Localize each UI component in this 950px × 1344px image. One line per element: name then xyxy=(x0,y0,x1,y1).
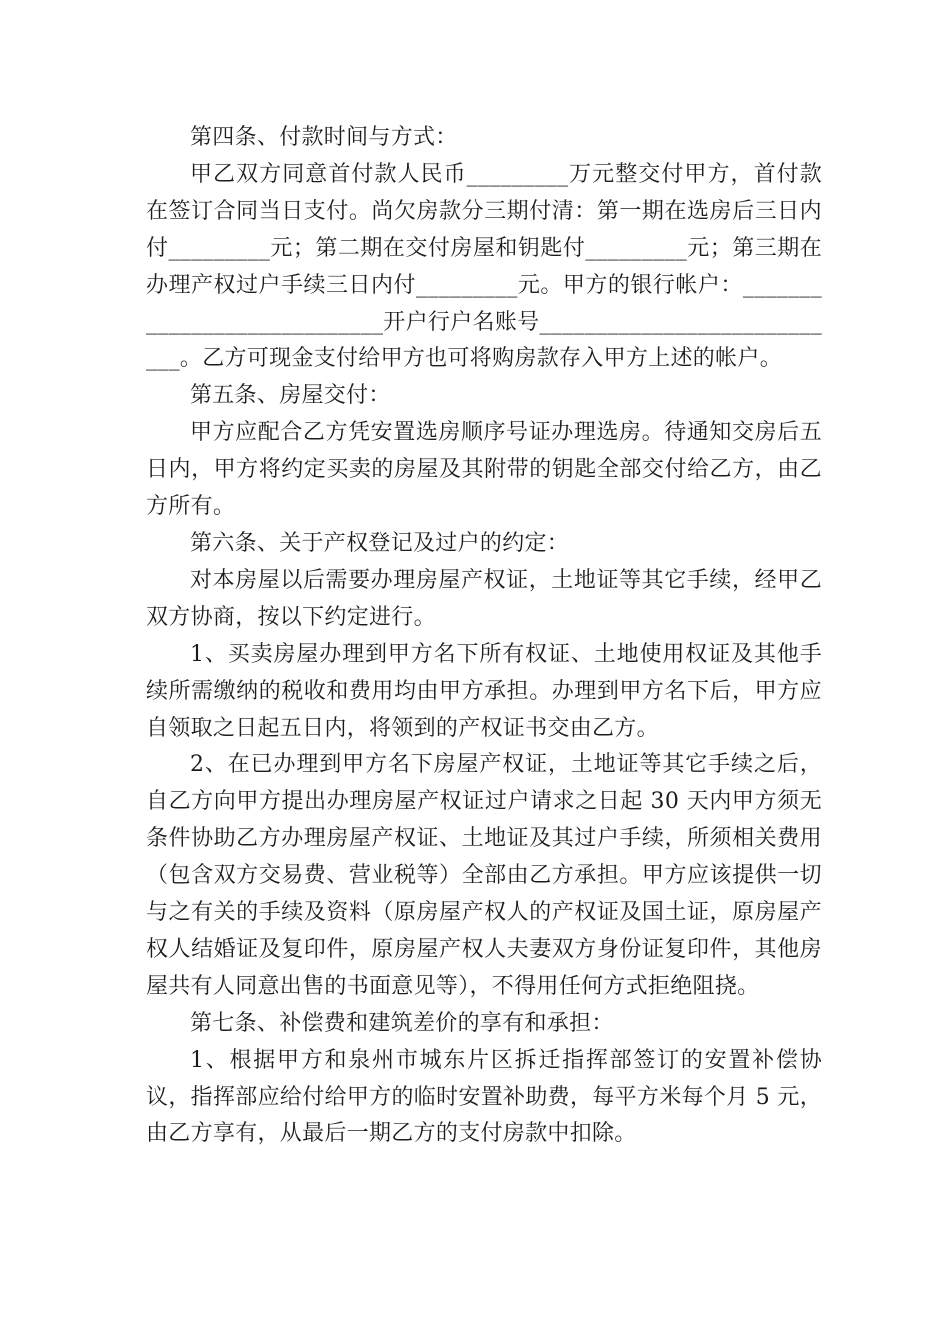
paragraph-house-delivery: 甲方应配合乙方凭安置选房顺序号证办理选房。待通知交房后五日内，甲方将约定买卖的房屋及其附带的钥匙全部交付给乙方，由乙方所有。 xyxy=(146,420,822,520)
paragraph-registration-item-2: 2、在已办理到甲方名下房屋产权证，土地证等其它手续之后，自乙方向甲方提出办理房屋产权证过户请求之日起 30 天内甲方须无条件协助乙方办理房屋产权证、土地证及其过户手续，所须相关费用（包含双方交易费、营业税等）全部由乙方承担。甲方应该提供一切与之有关的手续及资料（原房屋产权人的产权证及国土证，原房屋产权人结婚证及复印件，原房屋产权人夫妻双方身份证复印件，其他房屋共有人同意出售的书面意见等），不得用任何方式拒绝阻挠。 xyxy=(146,752,822,999)
section-heading-article-5: 第五条、房屋交付： xyxy=(190,383,391,409)
paragraph-registration-item-1: 1、买卖房屋办理到甲方名下所有权证、土地使用权证及其他手续所需缴纳的税收和费用均由甲方承担。办理到甲方名下后，甲方应自领取之日起五日内，将领到的产权证书交由乙方。 xyxy=(146,641,822,741)
paragraph-compensation-item-1: 1、根据甲方和泉州市城东片区拆迁指挥部签订的安置补偿协议，指挥部应给付给甲方的临时安置补助费，每平方米每个月 5 元，由乙方享有，从最后一期乙方的支付房款中扣除。 xyxy=(146,1047,822,1147)
document-body xyxy=(146,120,822,1153)
section-heading-article-7: 第七条、补偿费和建筑差价的享有和承担： xyxy=(190,1010,614,1036)
section-heading-article-4: 第四条、付款时间与方式： xyxy=(190,125,458,150)
paragraph-registration-intro: 对本房屋以后需要办理房屋产权证，土地证等其它手续，经甲乙双方协商，按以下约定进行。 xyxy=(146,567,822,630)
section-heading-article-6: 第六条、关于产权登记及过户的约定： xyxy=(190,530,570,556)
paragraph-payment-terms: 甲乙双方同意首付款人民币_________万元整交付甲方，首付款在签订合同当日支付。尚欠房款分三期付清：第一期在选房后三日内付_________元；第二期在交付房屋和钥匙付_________元；第三期在办理产权过户手续三日内付_________元。甲方的银行帐户：____________________________开户行户名账号____________________________。乙方可现金支付给甲方也可将购房款存入甲方上述的帐户。 xyxy=(146,161,822,372)
